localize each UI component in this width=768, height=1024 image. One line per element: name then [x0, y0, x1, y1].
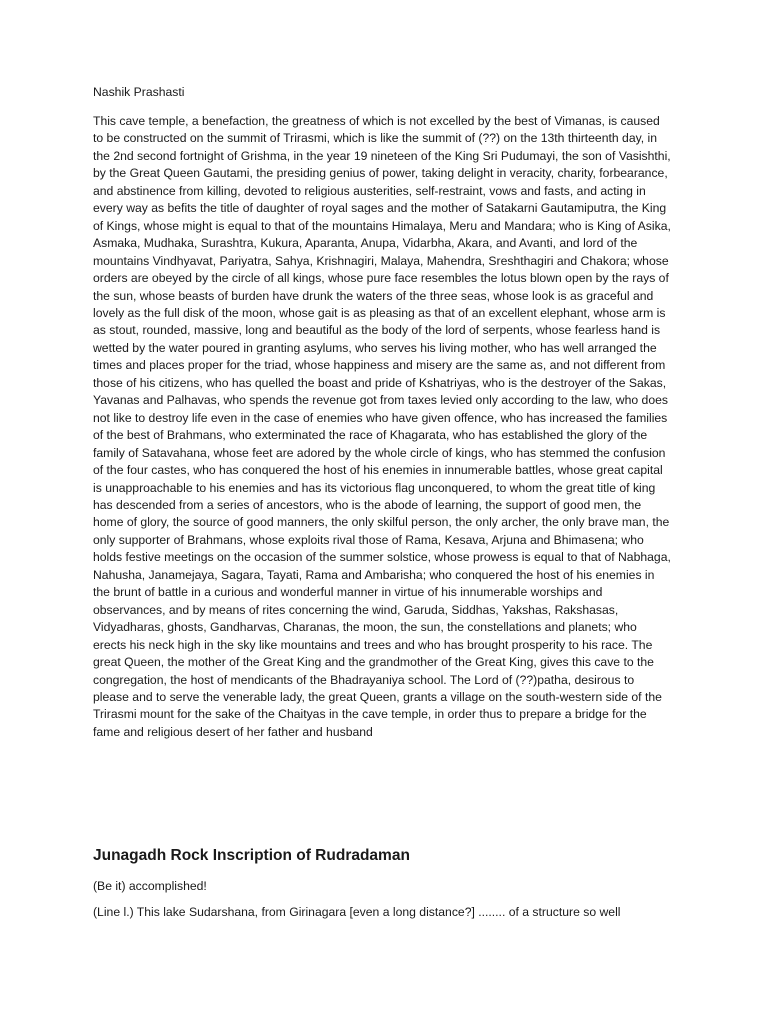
- section-title-junagadh-inscription: Junagadh Rock Inscription of Rudradaman: [93, 847, 410, 864]
- inscription-line-1: (Line l.) This lake Sudarshana, from Girinagara [even a long distance?] ........ of a structure so well: [93, 905, 621, 919]
- section-title-nashik-prashasti: Nashik Prashasti: [93, 85, 185, 99]
- document-page: [93, 84, 673, 741]
- nashik-prashasti-body: This cave temple, a benefaction, the greatness of which is not excelled by the best of Vimanas, is caused to be constructed on the summit of Trirasmi, which is like the summit of (??) on the 13th thirteenth day, in the 2nd second fortnight of Grishma, in the year 19 nineteen of the King Sri Pudumayi, the son of Vasishthi, by the Great Queen Gautami, the presiding genius of power, taking delight in veracity, charity, forbearance, and abstinence from killing, devoted to religious austerities, self-restraint, vows and fasts, and acting in every way as befits the title of daughter of royal sages and the mother of Satakarni Gautamiputra, the King of Kings, whose might is equal to that of the mountains Himalaya, Meru and Mandara; who is King of Asika, Asmaka, Mudhaka, Surashtra, Kukura, Aparanta, Anupa, Vidarbha, Akara, and Avanti, and lord of the mountains Vindhyavat, Pariyatra, Sahya, Krishnagiri, Malaya, Mahendra, Sreshthagiri and Chakora; whose orders are obeyed by the circle of all kings, whose pure face resembles the lotus blown open by the rays of the sun, whose beasts of burden have drunk the waters of the three seas, whose look is as graceful and lovely as the full disk of the moon, whose gait is as pleasing as that of an excellent elephant, whose arm is as stout, rounded, massive, long and beautiful as the body of the lord of serpents, whose fearless hand is wetted by the water poured in granting asylums, who serves his living mother, who has well arranged the times and places proper for the triad, whose happiness and misery are the same as, and not different from those of his citizens, who has quelled the boast and pride of Kshatriyas, who is the destroyer of the Sakas, Yavanas and Palhavas, who spends the revenue got from taxes levied only according to the law, who does not like to destroy life even in the case of enemies who have given offence, who has increased the families of the best of Brahmans, who exterminated the race of Khagarata, who has established the glory of the family of Satavahana, whose feet are adored by the whole circle of kings, who has stemmed the confusion of the four castes, who has conquered the host of his enemies in innumerable battles, whose great capital is unapproachable to his enemies and has its victorious flag unconquered, to whom the great title of king has descended from a series of ancestors, who is the abode of learning, the support of good men, the home of glory, the source of good manners, the only skilful person, the only archer, the only brave man, the only supporter of Brahmans, whose exploits rival those of Rama, Kesava, Arjuna and Bhimasena; who holds festive meetings on the occasion of the summer solstice, whose prowess is equal to that of Nabhaga, Nahusha, Janamejaya, Sagara, Tayati, Rama and Ambarisha; who conquered the host of his enemies in the brunt of battle in a curious and wonderful manner in virtue of his innumerable worships and observances, and by means of rites concerning the wind, Garuda, Siddhas, Yakshas, Rakshasas, Vidyadharas, ghosts, Gandharvas, Charanas, the moon, the sun, the constellations and planets; who erects his neck high in the sky like mountains and trees and who has brought prosperity to his race. The great Queen, the mother of the Great King and the grandmother of the Great King, gives this cave to the congregation, the host of mendicants of the Bhadrayaniya school. The Lord of (??)patha, desirous to please and to serve the venerable lady, the great Queen, grants a village on the south-western side of the Trirasmi mount for the sake of the Chaityas in the cave temple, in order thus to prepare a bridge for the fame and religious desert of her father and husband: [93, 114, 671, 739]
- inscription-line-accomplished: (Be it) accomplished!: [93, 879, 207, 893]
